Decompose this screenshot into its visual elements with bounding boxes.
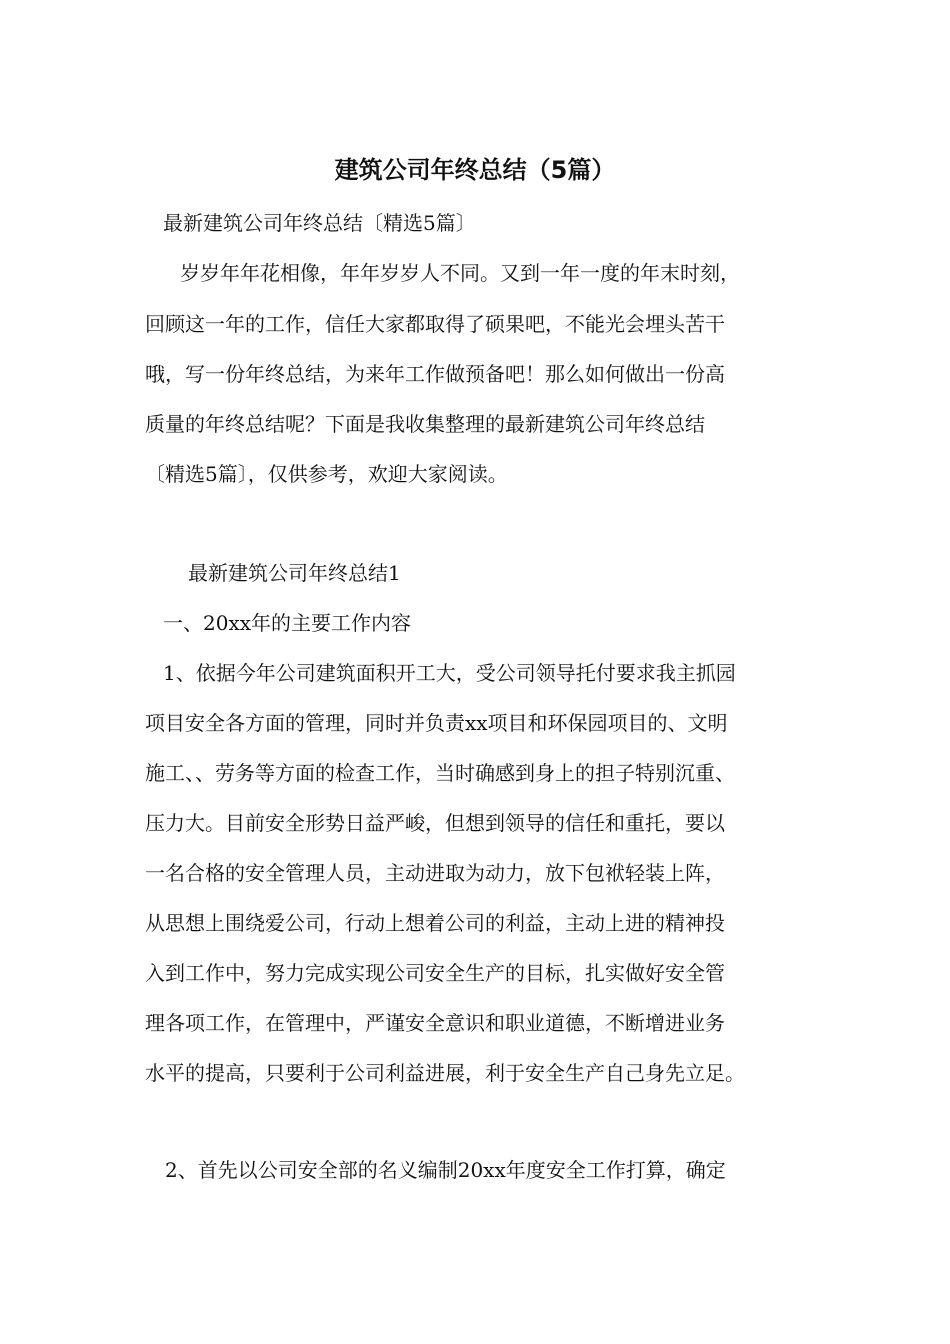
item1-line: 理各项工作，在管理中，严谨安全意识和职业道德，不断增进业务: [145, 1011, 725, 1035]
item1-line: 压力大。目前安全形势日益严峻，但想到领导的信任和重托，要以: [145, 811, 725, 835]
intro-line: 哦，写一份年终总结，为来年工作做预备吧！那么如何做出一份高: [145, 362, 725, 386]
intro-line: 回顾这一年的工作，信任大家都取得了硕果吧，不能光会埋头苦干: [145, 312, 725, 336]
item1-line: 一名合格的安全管理人员，主动进取为动力，放下包袱轻装上阵，: [145, 861, 725, 885]
item1-line: 入到工作中，努力完成实现公司安全生产的目标，扎实做好安全管: [145, 961, 725, 985]
item1-line: 项目安全各方面的管理，同时并负责xx项目和环保园项目的、文明: [145, 711, 728, 735]
item1-line: 从思想上围绕爱公司，行动上想着公司的利益，主动上进的精神投: [145, 911, 725, 935]
part-heading: 一、20xx年的主要工作内容: [163, 611, 412, 635]
item2-line: 2、首先以公司安全部的名义编制20xx年度安全工作打算，确定: [165, 1158, 726, 1182]
item1-line: 1、依据今年公司建筑面积开工大，受公司领导托付要求我主抓园: [163, 661, 736, 685]
document-subtitle: 最新建筑公司年终总结〔精选5篇〕: [163, 211, 476, 235]
document-title: 建筑公司年终总结（5篇）: [334, 156, 616, 184]
item1-line: 水平的提高，只要利于公司利益进展，利于安全生产自己身先立足。: [145, 1061, 745, 1085]
intro-line: 质量的年终总结呢？下面是我收集整理的最新建筑公司年终总结: [145, 412, 705, 436]
intro-line: 岁岁年年花相像，年年岁岁人不同。又到一年一度的年末时刻，: [180, 261, 740, 285]
item1-line: 施工、、劳务等方面的检查工作，当时确感到身上的担子特别沉重、: [145, 761, 735, 785]
section-heading: 最新建筑公司年终总结1: [188, 561, 401, 585]
intro-line: 〔精选5篇〕，仅供参考，欢迎大家阅读。: [145, 462, 508, 486]
